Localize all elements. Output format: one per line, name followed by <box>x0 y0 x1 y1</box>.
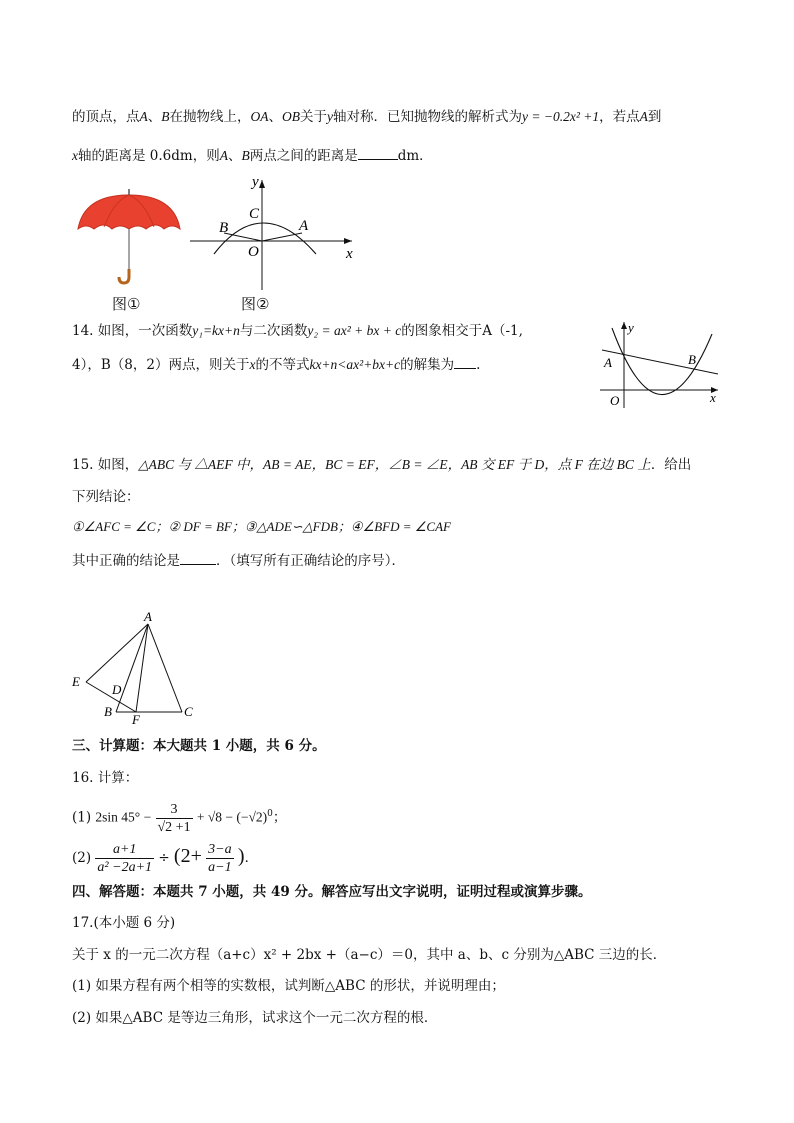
q14-label-y: y <box>628 320 634 335</box>
math: A <box>639 109 648 124</box>
denominator: √2 +1 <box>157 819 191 835</box>
math: + √8 − (−√2) <box>196 809 268 825</box>
denominator: a−1 <box>208 860 232 875</box>
text: 轴对称．已知抛物线的解析式为 <box>333 109 522 125</box>
math: x <box>249 357 256 372</box>
math: (2+ <box>173 845 202 867</box>
math: x <box>72 148 78 163</box>
text: 到 <box>647 109 662 125</box>
text: 关于 <box>300 109 327 125</box>
text: 其中正确的结论是 <box>72 553 180 569</box>
text: ÷ <box>158 850 170 866</box>
math: B <box>161 109 170 124</box>
fig2-label-x: x <box>346 246 353 262</box>
math: OB <box>282 109 300 124</box>
q17-part1: (1) 如果方程有两个相等的实数根，试判断△ABC 的形状，并说明理由； <box>72 978 505 994</box>
text: 、 <box>147 109 162 125</box>
q15-label-c: C <box>184 704 193 719</box>
part-label: (2) <box>72 850 92 866</box>
text: 15. 如图， <box>72 457 139 473</box>
q14-label-x: x <box>710 390 716 405</box>
q17-part2: (2) 如果△ABC 是等边三角形，试求这个一元二次方程的根． <box>72 1010 438 1026</box>
q13-line2 <box>72 145 433 165</box>
text: 的顶点，点 <box>72 109 140 125</box>
part-label: (1) <box>72 809 92 826</box>
math: y <box>327 109 333 124</box>
q13-line1 <box>72 108 661 126</box>
denominator: a² −2a+1 <box>97 860 153 875</box>
q14-graph <box>598 318 722 410</box>
q14-label-b: B <box>688 352 696 367</box>
section-3-heading: 三、计算题：本大题共 1 小题，共 6 分。 <box>72 738 326 754</box>
text: ．给出 <box>650 457 692 473</box>
math: y₂ = ax² + bx + c <box>307 323 402 338</box>
math: y₁=kx+n <box>192 323 240 338</box>
formula: y = −0.2x² +1 <box>522 109 600 124</box>
math: A <box>139 109 148 124</box>
text: 在抛物线上， <box>169 109 251 125</box>
fig2-label-o: O <box>248 244 259 260</box>
numerator: 3−a <box>208 842 232 857</box>
text: 14. 如图，一次函数 <box>72 323 193 339</box>
text: 的不等式 <box>255 357 310 373</box>
q15-triangle <box>68 608 200 726</box>
text: 与二次函数 <box>239 323 308 339</box>
fraction <box>95 841 154 876</box>
fig2-caption: 图② <box>241 295 270 313</box>
text: dm． <box>397 148 433 164</box>
math: △ABC 与 △AEF 中，AB = AE，BC = EF，∠B = ∠E，AB 交 EF 于 D，点 F 在边 BC 上 <box>138 457 651 472</box>
answer-blank[interactable] <box>454 354 476 369</box>
text: 的图象相交于 <box>401 323 483 339</box>
q15-conclusions: ①∠AFC = ∠C；② DF = BF；③△ADE∽△FDB；④∠BFD = ∠CAF <box>72 519 451 534</box>
fraction <box>206 841 233 876</box>
q17-stem: 关于 x 的一元二次方程（a+c）x² + 2bx +（a−c）＝0，其中 a、b、c 分别为△ABC 三边的长． <box>72 947 667 963</box>
q15-line4 <box>72 550 405 570</box>
q14-label-a: A <box>604 355 612 370</box>
q15-line1 <box>72 456 691 474</box>
parabola-figure <box>186 172 358 292</box>
fig1-caption: 图① <box>112 295 141 313</box>
q15-line2: 下列结论： <box>72 489 140 505</box>
text: 、 <box>268 109 282 125</box>
exponent: 0 <box>267 809 273 819</box>
text: 、 <box>227 148 242 164</box>
fig2-label-y: y <box>252 174 259 190</box>
text: 的解集为 <box>400 357 455 373</box>
text: 4）， <box>72 357 101 373</box>
numerator: 3 <box>156 801 193 819</box>
text: B（8，2）两点，则关于 <box>100 357 250 373</box>
math: 2sin 45° − <box>95 809 152 825</box>
fig2-label-a: A <box>299 218 309 234</box>
fig2-label-b: B <box>219 220 229 236</box>
q14-line1 <box>72 322 523 340</box>
answer-blank[interactable] <box>180 550 216 565</box>
umbrella-figure <box>74 185 184 285</box>
q16-part1 <box>72 796 286 836</box>
math: A <box>219 148 228 163</box>
math: OA <box>250 109 269 124</box>
q16-part2 <box>72 838 258 876</box>
answer-blank[interactable] <box>358 145 398 160</box>
q16-title: 16. 计算： <box>72 770 139 786</box>
q15-label-e: E <box>72 674 80 689</box>
text: A（-1, <box>482 323 523 339</box>
text: ．（填写所有正确结论的序号）． <box>216 553 405 569</box>
q15-label-b: B <box>104 704 112 719</box>
q15-label-f: F <box>132 712 140 726</box>
fraction <box>156 801 193 836</box>
fig2-label-c: C <box>249 206 260 222</box>
text: . <box>476 357 481 373</box>
math: ) <box>237 845 245 867</box>
q17-title: 17.(本小题 6 分) <box>72 915 176 931</box>
q14-line2 <box>72 354 480 374</box>
text: ，若点 <box>599 109 640 125</box>
numerator: a+1 <box>95 841 154 859</box>
math: kx+n<ax²+bx+c <box>309 357 401 372</box>
q14-label-o: O <box>610 393 620 408</box>
q15-label-d: D <box>112 682 122 697</box>
section-4-heading: 四、解答题：本题共 7 小题，共 49 分。解答应写出文字说明，证明过程或演算步骤。 <box>72 884 592 900</box>
text: 轴的距离是 0.6dm，则 <box>78 148 220 164</box>
math: B <box>241 148 250 163</box>
q15-label-a: A <box>144 609 152 624</box>
text: ； <box>272 809 287 826</box>
text: ． <box>244 850 259 866</box>
text: 两点之间的距离是 <box>249 148 358 164</box>
